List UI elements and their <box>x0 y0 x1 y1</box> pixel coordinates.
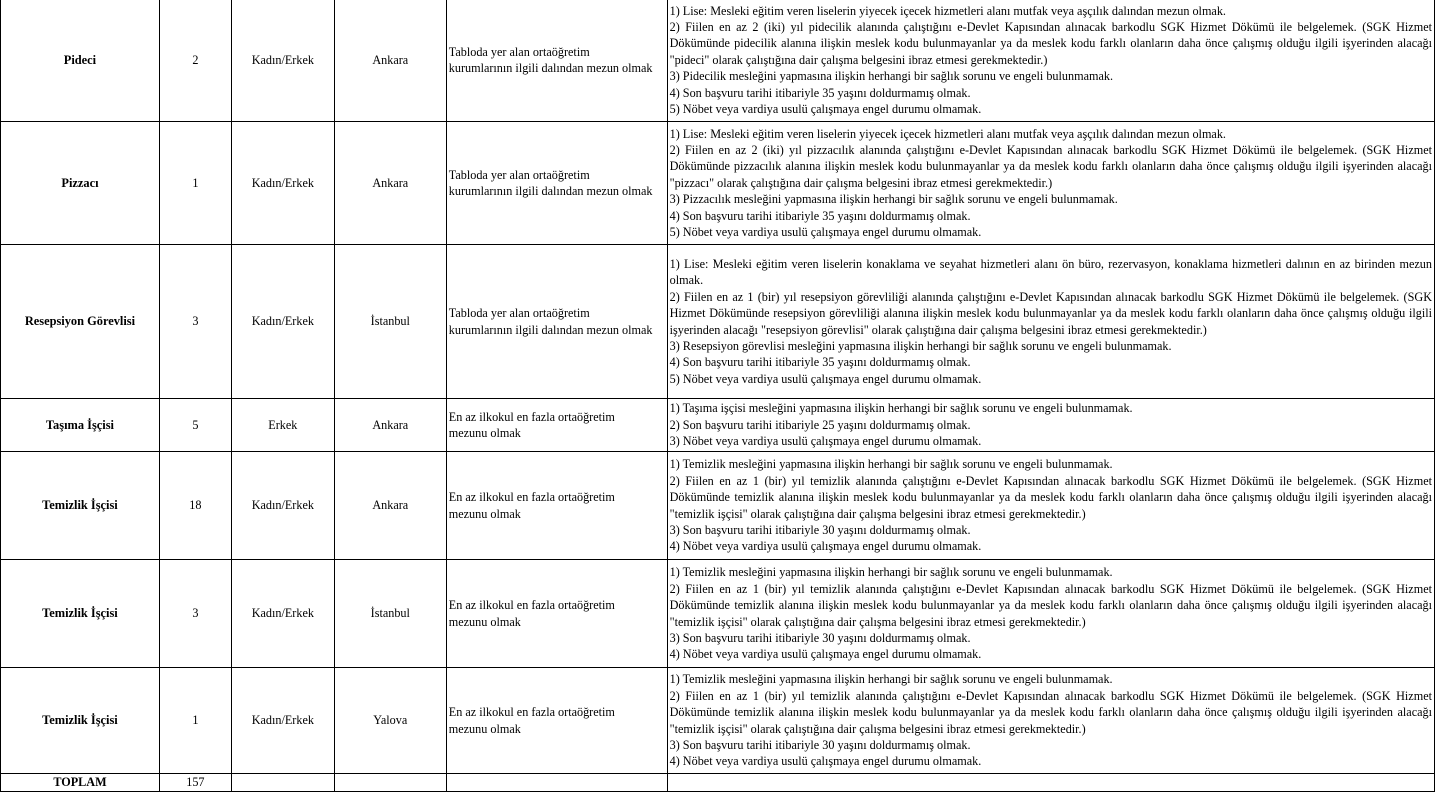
gender-cell: Kadın/Erkek <box>231 122 334 245</box>
count-cell: 5 <box>159 399 231 452</box>
position-cell: Taşıma İşçisi <box>1 399 160 452</box>
requirement-item: 3) Son başvuru tarihi itibariyle 30 yaşını doldurmamış olmak. <box>669 522 971 537</box>
education-cell: En az ilkokul en fazla ortaöğretim mezunu olmak <box>446 668 667 774</box>
requirement-item: 4) Nöbet veya vardiya usulü çalışmaya engel durumu olmamak. <box>669 754 982 769</box>
position-cell: Pizzacı <box>1 122 160 245</box>
requirement-item: 4) Nöbet veya vardiya usulü çalışmaya engel durumu olmamak. <box>669 647 982 662</box>
requirement-item: 4) Son başvuru tarihi itibariyle 35 yaşını doldurmamış olmak. <box>669 355 971 370</box>
total-label: TOPLAM <box>1 774 160 792</box>
empty-cell <box>446 774 667 792</box>
gender-cell: Kadın/Erkek <box>231 0 334 122</box>
requirement-item: 2) Fiilen en az 2 (iki) yıl pizzacılık alanında çalıştığını e-Devlet Kapısından alınacak barkodlu SGK Hizmet Dökümü ile belgelemek. (SGK Hizmet Dökümünde pizzacılık alanına ilişkin meslek kodu bulunmayanlar ya da meslek kodu farklı olanların daha önce çalışmış olduğu ilgili işyerinden alacağı "pizzacı" olarak çalıştığına dair çalışma belgesini ibraz etmesi gerekmektedir.) <box>669 142 1432 190</box>
total-count: 157 <box>159 774 231 792</box>
requirements-cell <box>667 0 1434 122</box>
requirement-item: 3) Pidecilik mesleğini yapmasına ilişkin herhangi bir sağlık sorunu ve engeli bulunmamak. <box>669 69 1114 84</box>
gender-cell: Erkek <box>231 399 334 452</box>
requirement-item: 4) Nöbet veya vardiya usulü çalışmaya engel durumu olmamak. <box>669 539 982 554</box>
count-cell: 3 <box>159 245 231 399</box>
education-cell: Tabloda yer alan ortaöğretim kurumlarının ilgili dalından mezun olmak <box>446 122 667 245</box>
requirements-cell <box>667 560 1434 668</box>
requirement-item: 1) Lise: Mesleki eğitim veren liselerin yiyecek içecek hizmetleri alanı mutfak veya aşçılık dalından mezun olmak. <box>669 3 1226 18</box>
empty-cell <box>231 774 334 792</box>
education-cell: Tabloda yer alan ortaöğretim kurumlarının ilgili dalından mezun olmak <box>446 0 667 122</box>
city-cell: Ankara <box>334 399 446 452</box>
requirement-item: 5) Nöbet veya vardiya usulü çalışmaya engel durumu olmamak. <box>669 225 982 240</box>
requirement-item: 2) Fiilen en az 1 (bir) yıl temizlik alanında çalıştığını e-Devlet Kapısından alınacak barkodlu SGK Hizmet Dökümü ile belgelemek. (SGK Hizmet Dökümünde temizlik alanına ilişkin meslek kodu bulunmayanlar ya da meslek kodu farklı olanların daha önce çalışmış olduğu ilgili işyerinden alacağı "temizlik işçisi" olarak çalıştığına dair çalışma belgesini ibraz etmesi gerekmektedir.) <box>669 688 1432 736</box>
requirement-item: 1) Lise: Mesleki eğitim veren liselerin yiyecek içecek hizmetleri alanı mutfak veya aşçılık dalından mezun olmak. <box>669 126 1226 141</box>
education-cell: En az ilkokul en fazla ortaöğretim mezunu olmak <box>446 399 667 452</box>
gender-cell: Kadın/Erkek <box>231 668 334 774</box>
requirement-item: 5) Nöbet veya vardiya usulü çalışmaya engel durumu olmamak. <box>669 102 982 117</box>
table-row <box>1 668 1435 774</box>
requirement-item: 2) Fiilen en az 1 (bir) yıl temizlik alanında çalıştığını e-Devlet Kapısından alınacak barkodlu SGK Hizmet Dökümü ile belgelemek. (SGK Hizmet Dökümünde temizlik alanına ilişkin meslek kodu bulunmayanlar ya da meslek kodu farklı olanların daha önce çalışmış olduğu ilgili işyerinden alacağı "temizlik işçisi" olarak çalıştığına dair çalışma belgesini ibraz etmesi gerekmektedir.) <box>669 581 1432 629</box>
table-row <box>1 0 1435 122</box>
count-cell: 1 <box>159 122 231 245</box>
city-cell: İstanbul <box>334 560 446 668</box>
requirement-item: 1) Lise: Mesleki eğitim veren liselerin konaklama ve seyahat hizmetleri alanı ön büro, rezervasyon, konaklama hizmetleri dalının en az birinden mezun olmak. <box>669 256 1432 288</box>
city-cell: Ankara <box>334 452 446 560</box>
requirement-item: 1) Temizlik mesleğini yapmasına ilişkin herhangi bir sağlık sorunu ve engeli bulunmamak. <box>669 672 1113 687</box>
requirement-item: 5) Nöbet veya vardiya usulü çalışmaya engel durumu olmamak. <box>669 371 982 386</box>
requirements-cell <box>667 245 1434 399</box>
gender-cell: Kadın/Erkek <box>231 452 334 560</box>
education-cell: En az ilkokul en fazla ortaöğretim mezunu olmak <box>446 452 667 560</box>
requirements-cell <box>667 668 1434 774</box>
table-row <box>1 122 1435 245</box>
city-cell: Ankara <box>334 122 446 245</box>
requirement-item: 2) Fiilen en az 1 (bir) yıl temizlik alanında çalıştığını e-Devlet Kapısından alınacak barkodlu SGK Hizmet Dökümü ile belgelemek. (SGK Hizmet Dökümünde temizlik alanına ilişkin meslek kodu bulunmayanlar ya da meslek kodu farklı olanların daha önce çalışmış olduğu ilgili işyerinden alacağı "temizlik işçisi" olarak çalıştığına dair çalışma belgesini ibraz etmesi gerekmektedir.) <box>669 473 1432 521</box>
table-body <box>1 0 1435 792</box>
total-row <box>1 774 1435 792</box>
requirement-item: 1) Temizlik mesleğini yapmasına ilişkin herhangi bir sağlık sorunu ve engeli bulunmamak. <box>669 565 1113 580</box>
count-cell: 3 <box>159 560 231 668</box>
education-cell: Tabloda yer alan ortaöğretim kurumlarının ilgili dalından mezun olmak <box>446 245 667 399</box>
count-cell: 1 <box>159 668 231 774</box>
requirement-item: 3) Son başvuru tarihi itibariyle 30 yaşını doldurmamış olmak. <box>669 737 971 752</box>
requirement-item: 2) Fiilen en az 1 (bir) yıl resepsiyon görevliliği alanında çalıştığını e-Devlet Kapısından alınacak barkodlu SGK Hizmet Dökümü ile belgelemek. (SGK Hizmet Dökümünde resepsiyon görevliliği alanına ilişkin meslek kodu bulunmayanlar ya da meslek kodu farklı olanların daha önce çalışmış olduğu ilgili işyerinden alacağı "resepsiyon görevlisi" olarak çalıştığına dair çalışma belgesini ibraz etmesi gerekmektedir.) <box>669 289 1432 337</box>
requirements-cell <box>667 452 1434 560</box>
position-cell: Resepsiyon Görevlisi <box>1 245 160 399</box>
position-cell: Temizlik İşçisi <box>1 560 160 668</box>
requirement-item: 1) Taşıma işçisi mesleğini yapmasına ilişkin herhangi bir sağlık sorunu ve engeli bulunmamak. <box>669 401 1133 416</box>
table-row <box>1 452 1435 560</box>
requirement-item: 4) Son başvuru tarihi itibariyle 35 yaşını doldurmamış olmak. <box>669 208 971 223</box>
education-cell: En az ilkokul en fazla ortaöğretim mezunu olmak <box>446 560 667 668</box>
table-row <box>1 245 1435 399</box>
requirement-item: 3) Pizzacılık mesleğini yapmasına ilişkin herhangi bir sağlık sorunu ve engeli bulunmamak. <box>669 192 1118 207</box>
requirement-item: 3) Nöbet veya vardiya usulü çalışmaya engel durumu olmamak. <box>669 434 982 449</box>
empty-cell <box>667 774 1434 792</box>
requirement-item: 2) Fiilen en az 2 (iki) yıl pidecilik alanında çalıştığını e-Devlet Kapısından alınacak barkodlu SGK Hizmet Dökümü ile belgelemek. (SGK Hizmet Dökümünde pidecilik alanına ilişkin meslek kodu bulunmayanlar ya da meslek kodu farklı olanların daha önce çalışmış olduğu ilgili işyerinden alacağı "pideci" olarak çalıştığına dair çalışma belgesini ibraz etmesi gerekmektedir.) <box>669 19 1432 67</box>
requirement-item: 3) Resepsiyon görevlisi mesleğini yapmasına ilişkin herhangi bir sağlık sorunu ve engeli bulunmamak. <box>669 338 1172 353</box>
requirements-cell <box>667 399 1434 452</box>
gender-cell: Kadın/Erkek <box>231 245 334 399</box>
position-cell: Pideci <box>1 0 160 122</box>
requirement-item: 1) Temizlik mesleğini yapmasına ilişkin herhangi bir sağlık sorunu ve engeli bulunmamak. <box>669 457 1113 472</box>
requirement-item: 2) Son başvuru tarihi itibariyle 25 yaşını doldurmamış olmak. <box>669 417 971 432</box>
table-row <box>1 399 1435 452</box>
city-cell: İstanbul <box>334 245 446 399</box>
requirements-cell <box>667 122 1434 245</box>
gender-cell: Kadın/Erkek <box>231 560 334 668</box>
requirement-item: 4) Son başvuru tarihi itibariyle 35 yaşını doldurmamış olmak. <box>669 85 971 100</box>
position-cell: Temizlik İşçisi <box>1 452 160 560</box>
count-cell: 2 <box>159 0 231 122</box>
city-cell: Yalova <box>334 668 446 774</box>
city-cell: Ankara <box>334 0 446 122</box>
requirement-item: 3) Son başvuru tarihi itibariyle 30 yaşını doldurmamış olmak. <box>669 630 971 645</box>
count-cell: 18 <box>159 452 231 560</box>
position-cell: Temizlik İşçisi <box>1 668 160 774</box>
empty-cell <box>334 774 446 792</box>
table-row <box>1 560 1435 668</box>
